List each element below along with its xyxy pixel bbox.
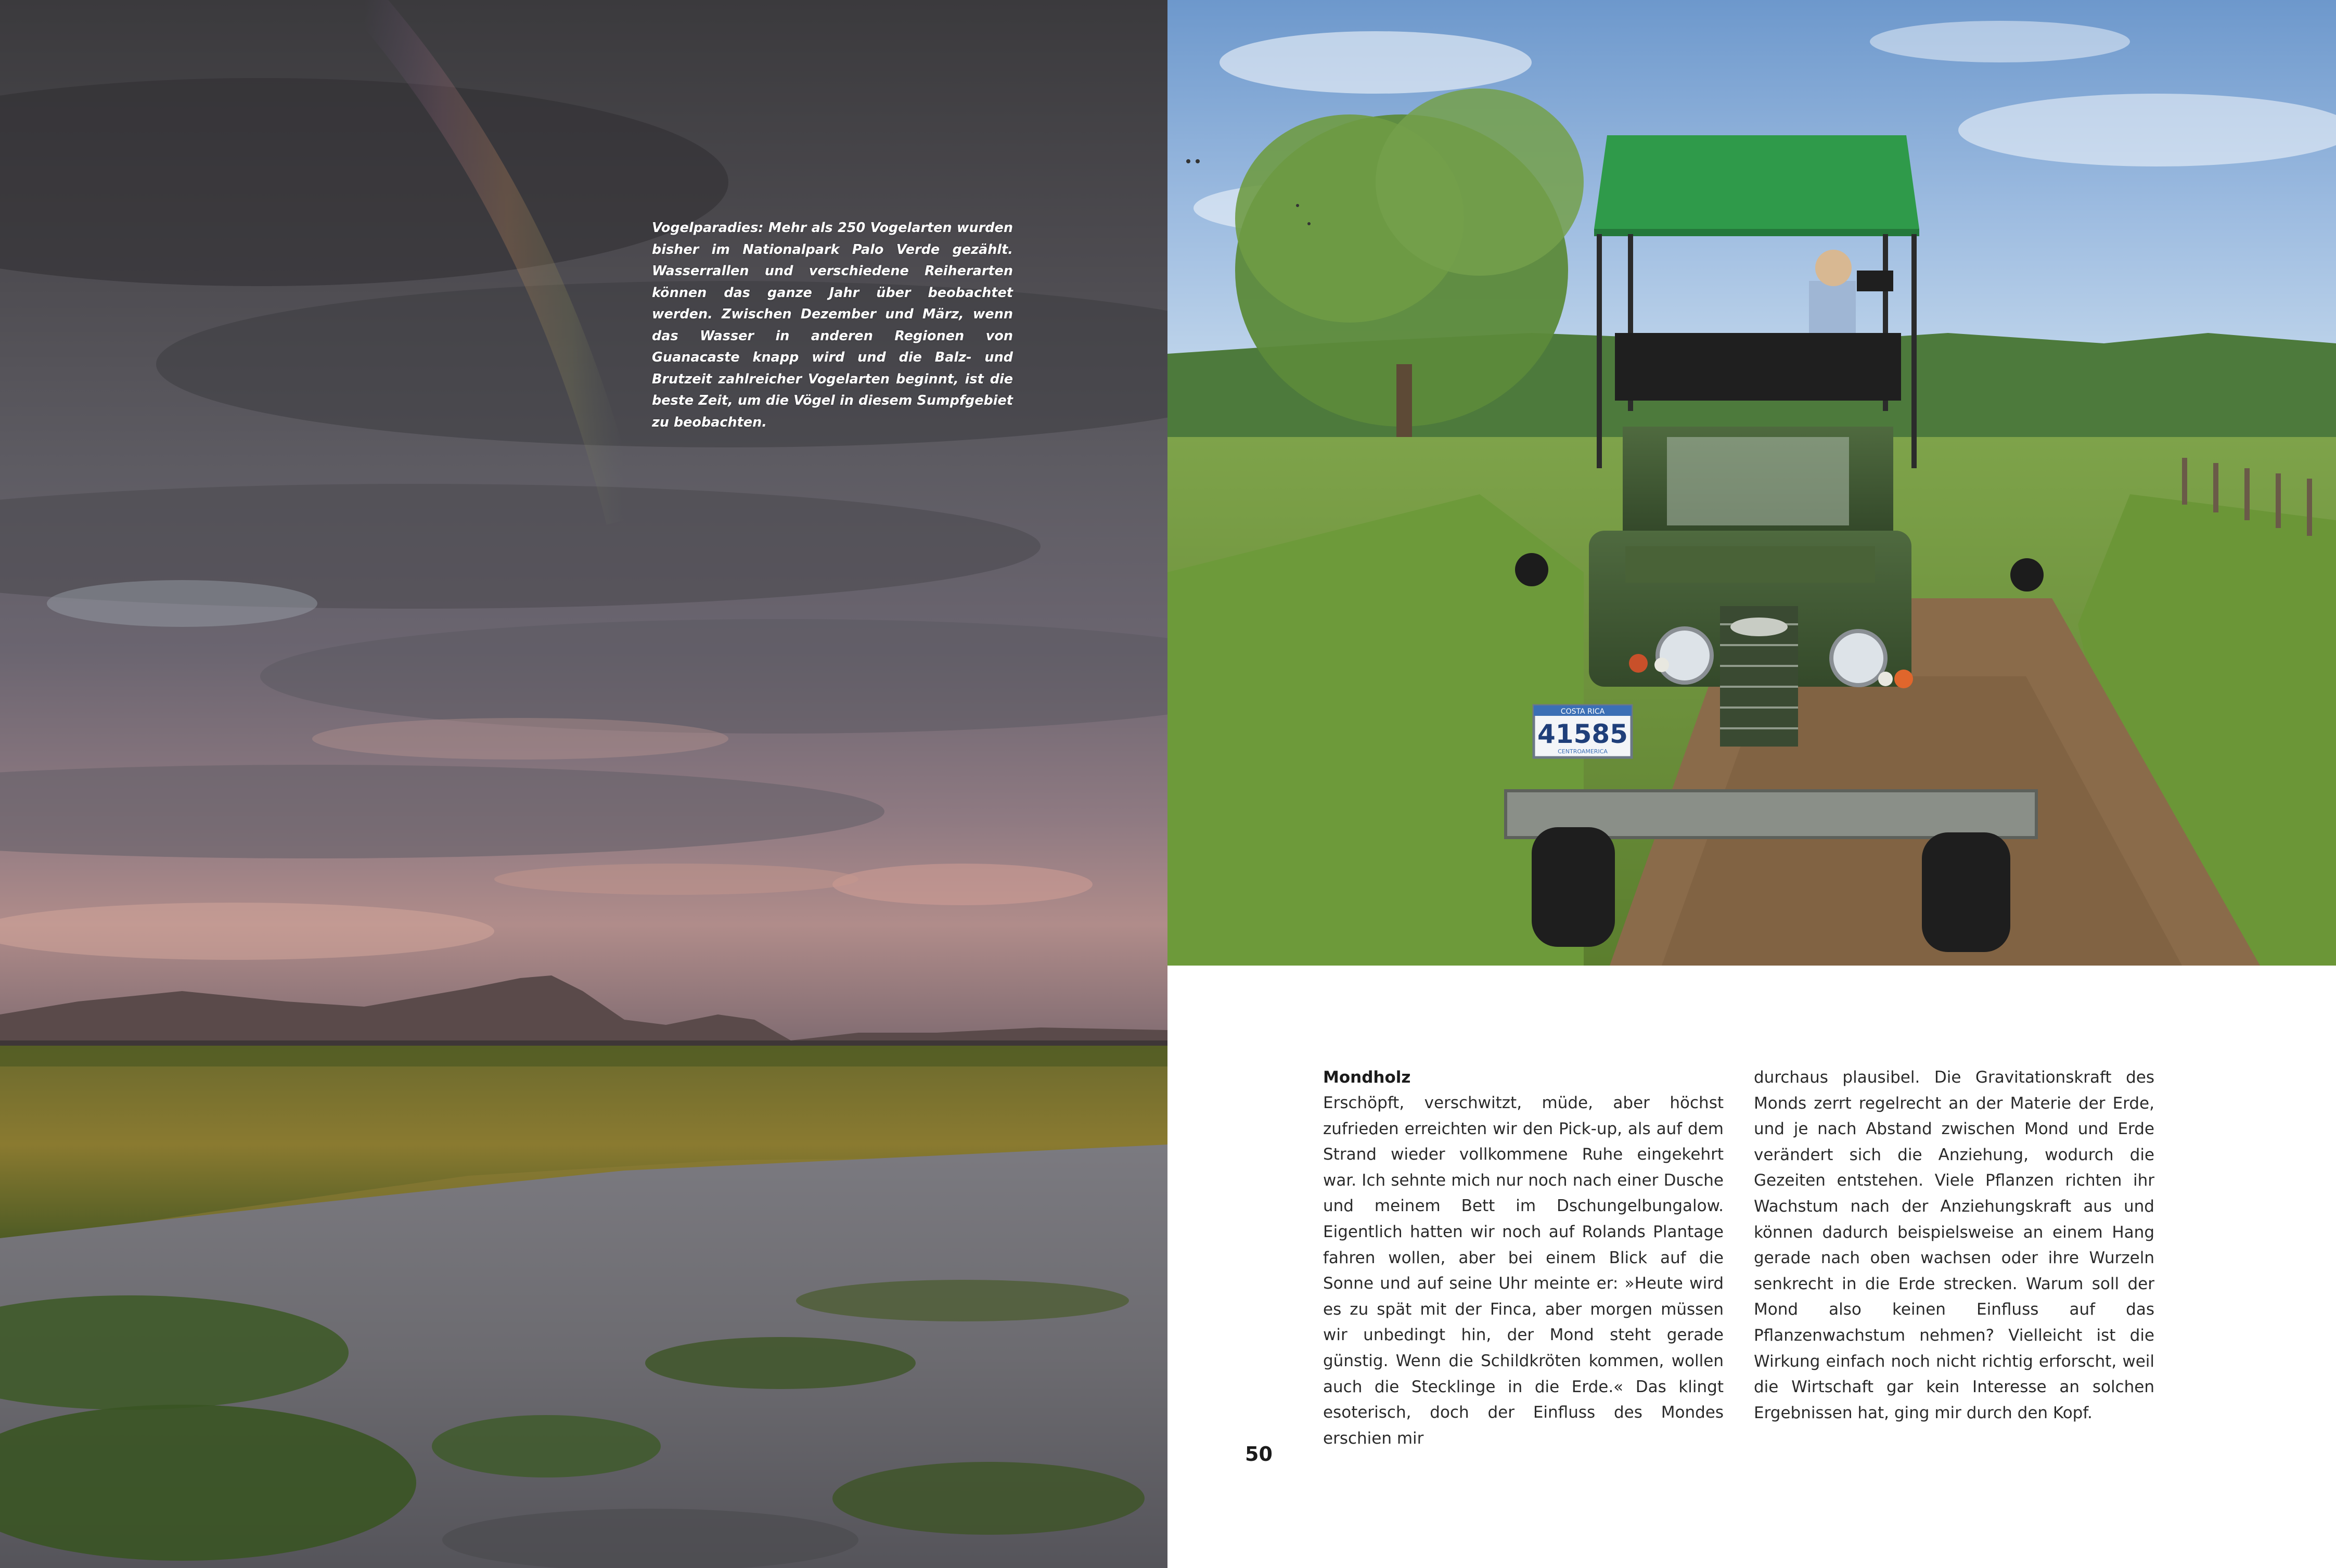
plate-region: CENTROAMERICA [1558,748,1608,755]
article-title: Mondholz [1323,1068,1411,1087]
photo-caption: Vogelparadies: Mehr als 250 Vogelarten wurden bisher im Nationalpark Palo Verde gezählt. Wasserrallen und verschiedene Reiherarten können das ganze Jahr über beobachtet werden. Zwischen Dezember und März, wenn das Wasser in anderen Regionen von Guanacaste knapp wird und die Balz- und Brutzeit zahlreicher Vogelarten beginnt, ist die beste Zeit, um die Vögel in diesem Sumpfgebiet zu beobachten. [652,220,1013,430]
article-column-1-text: Erschöpft, verschwitzt, müde, aber höchst zufrieden erreichten wir den Pick-up, als auf dem Strand wieder vollkommene Ruhe eingekehrt war. Ich sehnte mich nur noch nach einer Dusche und meinem Bett im Dschungelbungalow. Eigentlich hatten wir noch auf Rolands Plantage fahren wollen, aber bei einem Blick auf die Sonne und auf seine Uhr meinte er: »Heute wird es zu spät mit der Finca, aber morgen müssen wir unbedingt hin, der Mond steht gerade günstig. Wenn die Schildkröten kommen, wollen auch die Stecklinge in die Erde.« Das klingt esoterisch, doch der Einfluss des Mondes erschien mir [1323,1094,1724,1448]
page-number: 50 [1245,1443,1273,1466]
license-plate: 41585 [1537,719,1628,749]
plate-country: COSTA RICA [1560,708,1605,716]
article-column-1 [1323,1065,1724,1451]
article-column-2 [1754,1065,2154,1426]
vintage-jeep-photo [1167,0,2336,966]
article-column-2-text: durchaus plausibel. Die Gravitationskraft des Monds zerrt regelrecht an der Materie der Erde, und je nach Abstand zwischen Mond und Erde verändert sich die Anziehung, wodurch die Gezeiten entstehen. Viele Pflanzen richten ihr Wachstum nach der Anziehungskraft aus und können dadurch beispielsweise an einem Hang gerade nach oben wachsen oder ihre Wurzeln senkrecht in die Erde strecken. Warum soll der Mond also keinen Einfluss auf das Pflanzenwachstum nehmen? Vielleicht ist die Wirkung einfach noch nicht richtig erforscht, weil die Wirtschaft gar kein Interesse an solchen Ergebnissen hat, ging mir durch den Kopf. [1754,1068,2154,1422]
